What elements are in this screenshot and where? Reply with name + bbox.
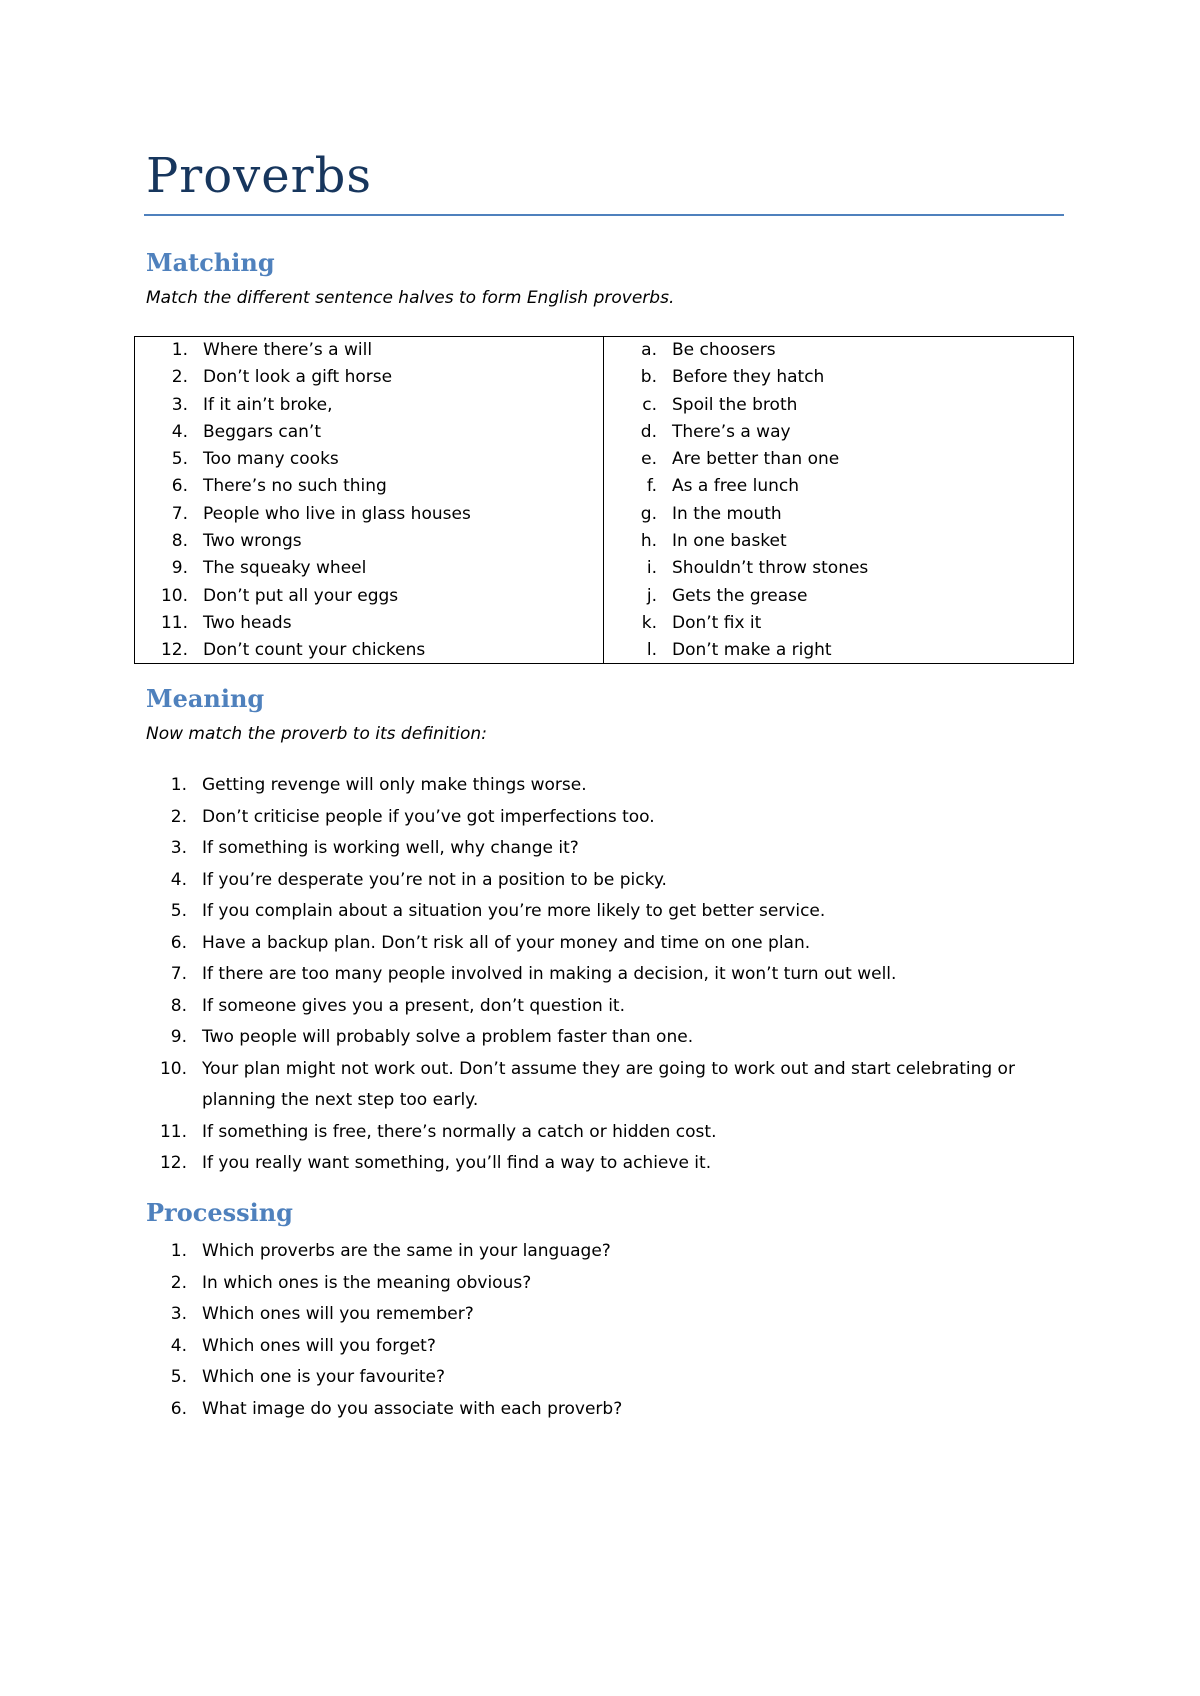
item-number: 4. [170, 869, 187, 890]
list-item [604, 419, 1073, 446]
list-item [134, 1331, 1074, 1363]
item-text: Don’t count your chickens [203, 640, 426, 661]
definitions-list [134, 770, 1074, 1180]
item-text: Which one is your favourite? [202, 1367, 445, 1387]
item-text: If there are too many people involved in making a decision, it won’t turn out well. [202, 964, 897, 984]
item-text: Don’t put all your eggs [203, 585, 399, 606]
item-number: d. [640, 421, 657, 442]
item-text: If something is free, there’s normally a catch or hidden cost. [202, 1121, 717, 1142]
list-item [604, 446, 1073, 473]
item-text: Gets the grease [672, 585, 808, 606]
item-number: 5. [170, 1367, 187, 1387]
proverb-second-halves-list [604, 337, 1073, 665]
item-number: 9. [171, 558, 188, 579]
item-number: 5. [171, 449, 188, 470]
item-text: Before they hatch [672, 367, 825, 388]
item-number: i. [646, 558, 657, 579]
item-number: 4. [171, 421, 188, 442]
processing-questions-list [134, 1236, 1074, 1425]
list-item [135, 337, 603, 364]
list-item [135, 528, 603, 555]
item-number: 7. [171, 503, 188, 524]
list-item [134, 865, 1074, 897]
item-number: 7. [170, 964, 187, 984]
list-item [604, 364, 1073, 391]
item-text: If someone gives you a present, don’t question it. [202, 995, 625, 1016]
item-text: In which ones is the meaning obvious? [202, 1272, 532, 1293]
list-item [604, 528, 1073, 555]
item-number: 2. [171, 367, 188, 388]
list-item [134, 1236, 1074, 1268]
item-number: 8. [171, 531, 188, 552]
item-number: g. [640, 503, 657, 524]
item-number: 2. [170, 1272, 187, 1293]
list-item [135, 555, 603, 582]
list-item [135, 610, 603, 637]
list-item [134, 928, 1074, 960]
item-number: 9. [170, 1027, 187, 1047]
item-number: 2. [170, 806, 187, 827]
item-text: Too many cooks [203, 449, 339, 470]
list-item [134, 1299, 1074, 1331]
matching-heading: Matching [146, 248, 275, 277]
item-number: h. [640, 531, 657, 552]
list-item [134, 802, 1074, 834]
item-text: Two people will probably solve a problem faster than one. [202, 1027, 694, 1047]
list-item [134, 959, 1074, 991]
item-number: 4. [170, 1335, 187, 1356]
item-text: People who live in glass houses [203, 503, 471, 524]
item-text: In one basket [672, 531, 787, 552]
item-number: 6. [170, 932, 187, 953]
list-item [134, 1268, 1074, 1300]
list-item [135, 364, 603, 391]
list-item [604, 392, 1073, 419]
item-number: 12. [159, 1153, 187, 1173]
item-number: a. [641, 340, 657, 360]
item-text: If you really want something, you’ll find a way to achieve it. [202, 1153, 712, 1173]
item-number: k. [641, 612, 657, 633]
item-number: 12. [160, 640, 188, 661]
list-item [134, 896, 1074, 928]
item-text: Don’t look a gift horse [203, 367, 393, 388]
item-text: There’s no such thing [203, 476, 387, 497]
list-item [604, 637, 1073, 664]
list-item [134, 1022, 1074, 1054]
item-text: Don’t fix it [672, 612, 762, 633]
item-number: 3. [170, 1304, 187, 1324]
proverb-second-halves-column [604, 337, 1073, 663]
item-number: j. [646, 585, 657, 606]
item-text: If you’re desperate you’re not in a position to be picky. [202, 869, 667, 890]
list-item [134, 991, 1074, 1023]
item-number: 11. [159, 1121, 187, 1142]
list-item [134, 833, 1074, 865]
item-number: c. [642, 394, 657, 415]
item-text: Have a backup plan. Don’t risk all of your money and time on one plan. [202, 932, 811, 953]
item-text: Be choosers [672, 340, 776, 360]
item-text: If you complain about a situation you’re more likely to get better service. [202, 901, 826, 921]
item-text: Where there’s a will [203, 340, 373, 360]
item-text: Which proverbs are the same in your language? [202, 1241, 611, 1261]
item-text: Getting revenge will only make things worse. [202, 775, 587, 795]
list-item [134, 1362, 1074, 1394]
item-text: Don’t make a right [672, 640, 832, 661]
item-number: b. [640, 367, 657, 388]
matching-table [134, 336, 1074, 664]
list-item [604, 610, 1073, 637]
item-number: 3. [171, 394, 188, 415]
item-text: Shouldn’t throw stones [672, 558, 869, 579]
item-number: 10. [159, 1058, 187, 1079]
page-title: Proverbs [146, 148, 372, 204]
item-text: Which ones will you remember? [202, 1304, 474, 1324]
proverb-first-halves-list [135, 337, 603, 665]
item-text: Two heads [203, 612, 292, 633]
item-text: As a free lunch [672, 476, 800, 497]
item-number: 1. [170, 775, 187, 795]
list-item [135, 446, 603, 473]
item-number: 10. [160, 585, 188, 606]
item-number: 11. [160, 612, 188, 633]
item-text: The squeaky wheel [203, 558, 367, 579]
list-item [134, 770, 1074, 802]
item-text: Don’t criticise people if you’ve got imperfections too. [202, 806, 655, 827]
list-item [134, 1117, 1074, 1149]
list-item [134, 1394, 1074, 1426]
item-number: 6. [171, 476, 188, 497]
item-text: There’s a way [672, 421, 791, 442]
list-item [604, 501, 1073, 528]
item-text: Your plan might not work out. Don’t assume they are going to work out and start celebrating or planning the next step too early. [202, 1058, 1015, 1110]
matching-instruction: Match the different sentence halves to form English proverbs. [146, 288, 675, 308]
item-text: Are better than one [672, 449, 840, 470]
item-number: 6. [170, 1398, 187, 1419]
item-number: 1. [171, 340, 188, 360]
item-number: 1. [170, 1241, 187, 1261]
list-item [135, 501, 603, 528]
list-item [604, 583, 1073, 610]
item-text: Which ones will you forget? [202, 1335, 436, 1356]
processing-heading: Processing [146, 1198, 293, 1227]
list-item [134, 1148, 1074, 1180]
item-number: e. [641, 449, 657, 470]
proverb-first-halves-column [135, 337, 604, 663]
item-text: Spoil the broth [672, 394, 798, 415]
item-text: Two wrongs [203, 531, 302, 552]
list-item [135, 583, 603, 610]
list-item [135, 419, 603, 446]
list-item [135, 392, 603, 419]
item-number: f. [646, 476, 657, 497]
list-item [604, 473, 1073, 500]
item-number: l. [646, 640, 657, 661]
meaning-instruction: Now match the proverb to its definition: [146, 724, 487, 744]
item-number: 8. [170, 995, 187, 1016]
item-text: If something is working well, why change it? [202, 838, 579, 858]
meaning-heading: Meaning [146, 684, 265, 713]
list-item [134, 1054, 1074, 1117]
item-number: 3. [170, 838, 187, 858]
list-item [604, 555, 1073, 582]
item-text: Beggars can’t [203, 421, 321, 442]
list-item [604, 337, 1073, 364]
list-item [135, 473, 603, 500]
list-item [135, 637, 603, 664]
item-text: If it ain’t broke, [203, 394, 333, 415]
item-text: In the mouth [672, 503, 782, 524]
item-text: What image do you associate with each proverb? [202, 1398, 623, 1419]
title-underline [144, 214, 1064, 216]
item-number: 5. [170, 901, 187, 921]
